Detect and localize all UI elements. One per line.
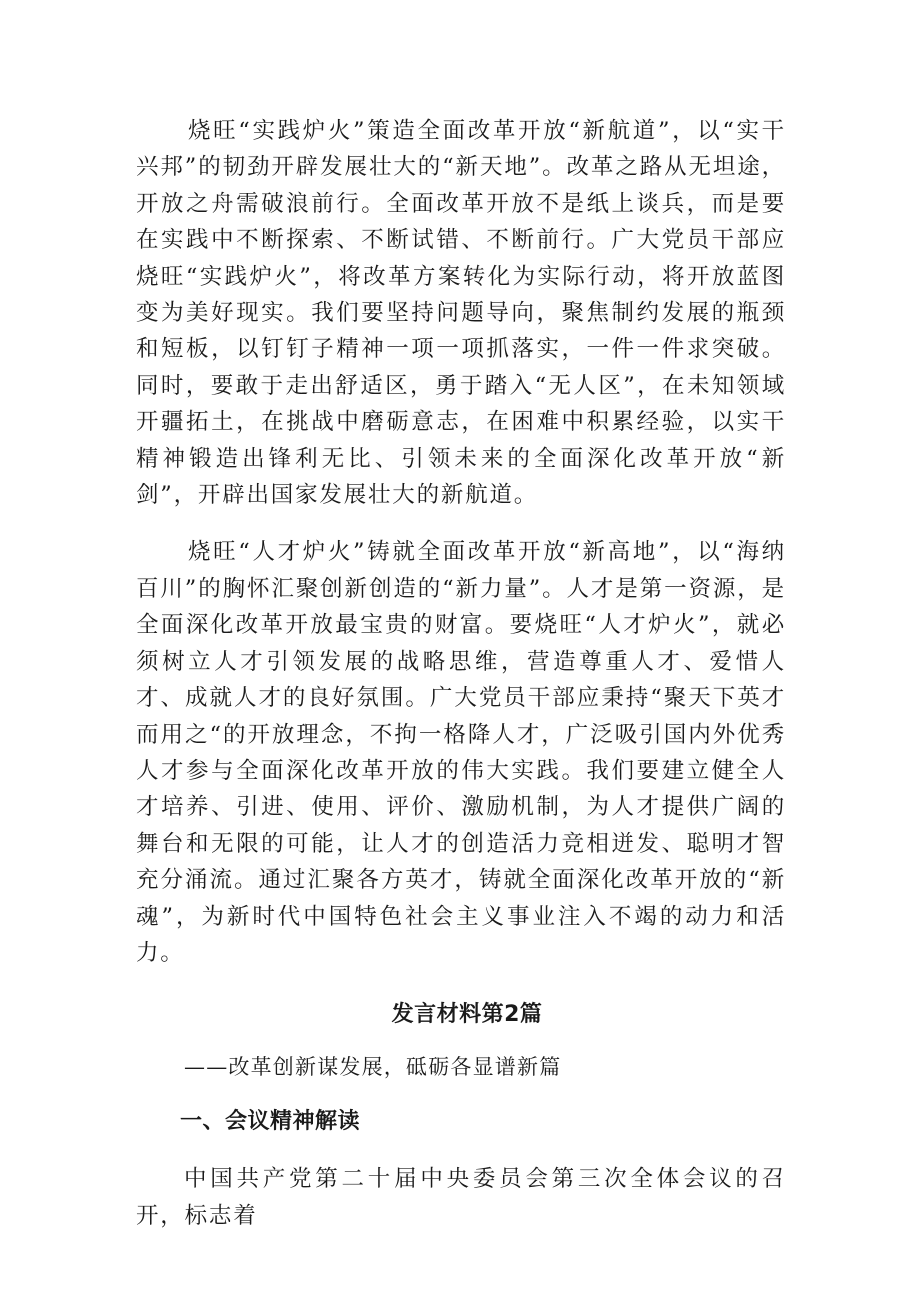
paragraph-meeting-intro: 中国共产党第二十届中央委员会第三次全体会议的召开，标志着 (136, 1166, 786, 1229)
paragraph-talent-fire: 烧旺“人才炉火”铸就全面改革开放“新高地”，以“海纳百川”的胸怀汇聚创新创造的“新力量”。人才是第一资源，是全面深化改革开放最宝贵的财富。要烧旺“人才炉火”，就必须树立人才引领发展的战略思维，营造尊重人才、爱惜人才、成就人才的良好氛围。广大党员干部应秉持“聚天下英才而用之“的开放理念，不拘一格降人才，广泛吸引国内外优秀人才参与全面深化改革开放的伟大实践。我们要建立健全人才培养、引进、使用、评价、激励机制，为人才提供广阔的舞台和无限的可能，让人才的创造活力竞相迸发、聪明才智充分涌流。通过汇聚各方英才，铸就全面深化改革开放的“新魂”，为新时代中国特色社会主义事业注入不竭的动力和活力。 (136, 539, 786, 966)
section-title: 一、会议精神解读 (180, 1109, 361, 1135)
document-heading: 发言材料第2篇 (391, 1002, 543, 1028)
document-subtitle: ——改革创新谋发展，砥砺各显谱新篇 (184, 1055, 562, 1080)
paragraph-practice-fire: 烧旺“实践炉火”策造全面改革开放“新航道”，以“实干兴邦”的韧劲开辟发展壮大的“新天地”。改革之路从无坦途，开放之舟需破浪前行。全面改革开放不是纸上谈兵，而是要在实践中不断探索、不断试错、不断前行。广大党员干部应烧旺“实践炉火”，将改革方案转化为实际行动，将开放蓝图变为美好现实。我们要坚持问题导向，聚焦制约发展的瓶颈和短板，以钉钉子精神一项一项抓落实，一件一件求突破。同时，要敢于走出舒适区，勇于踏入“无人区”，在未知领域开疆拓土，在挑战中磨砺意志，在困难中积累经验，以实干精神锻造出锋利无比、引领未来的全面深化改革开放“新剑”，开辟出国家发展壮大的新航道。 (136, 118, 786, 509)
